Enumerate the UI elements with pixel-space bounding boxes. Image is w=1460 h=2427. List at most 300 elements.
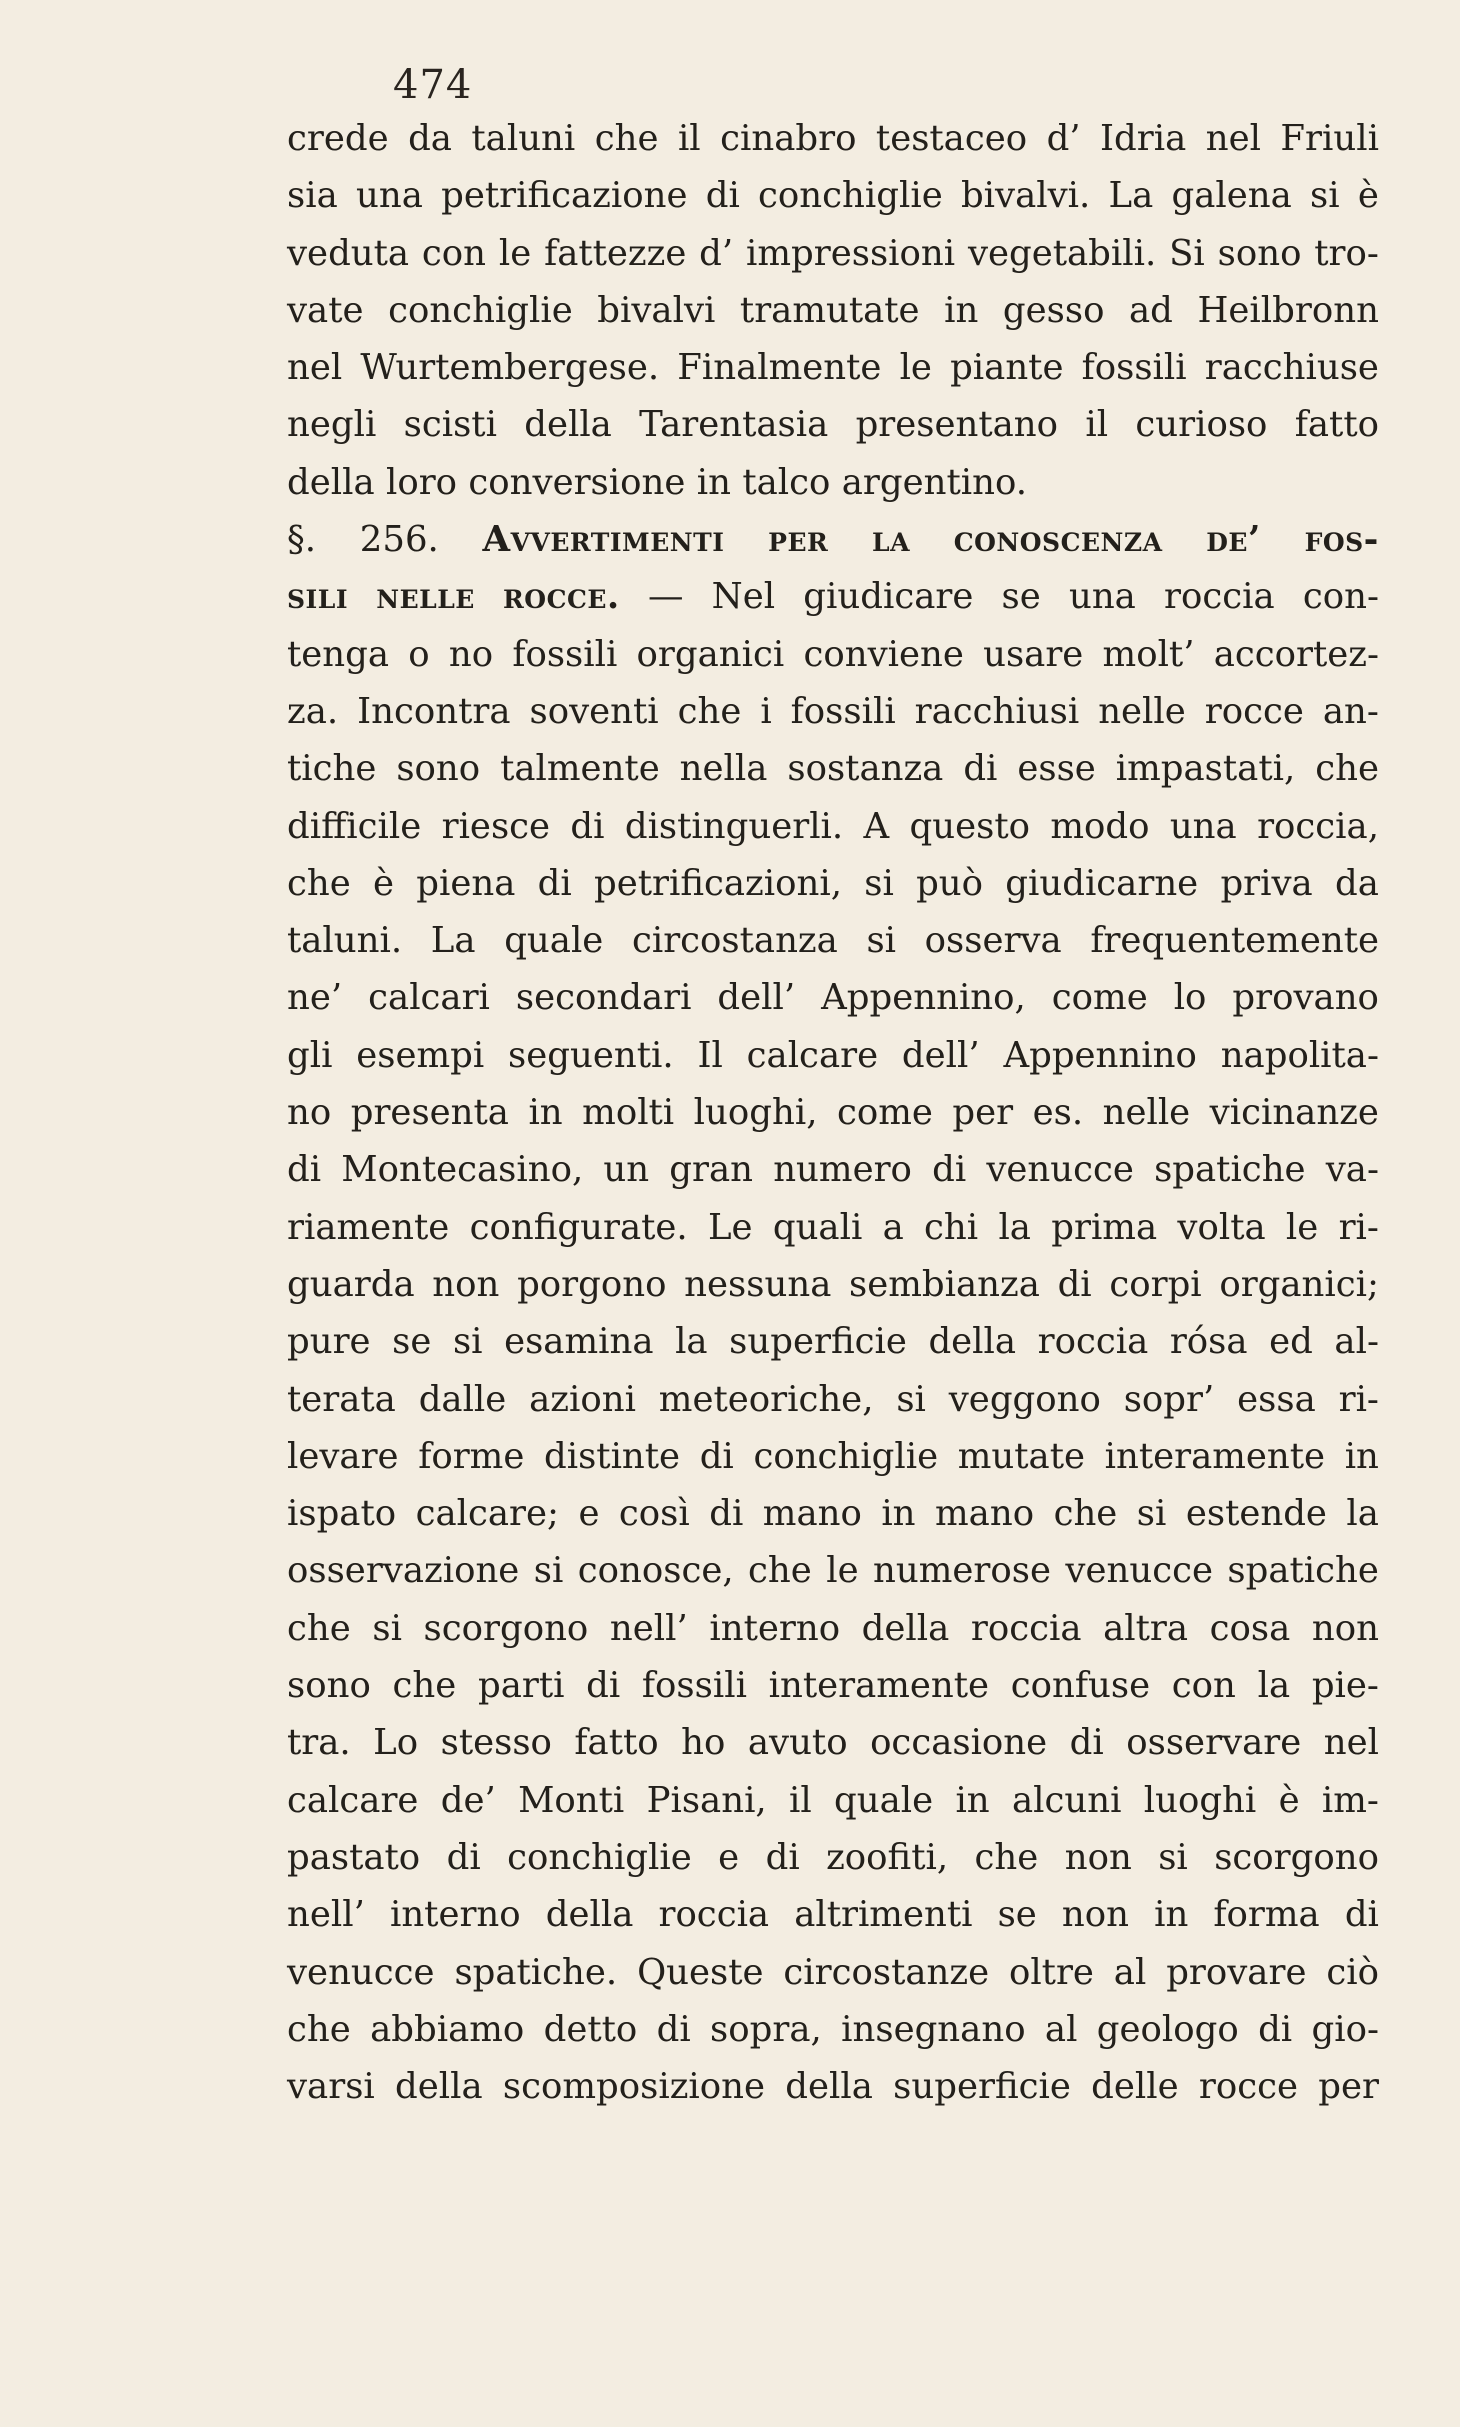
word: nel bbox=[287, 347, 343, 389]
word: in bbox=[955, 1779, 990, 1821]
word: mutate bbox=[957, 1435, 1085, 1477]
word: come bbox=[1051, 977, 1148, 1019]
word: conchiglie bbox=[507, 1836, 692, 1878]
word: Il bbox=[697, 1034, 723, 1076]
word: spatiche bbox=[1154, 1149, 1306, 1191]
word: fossili bbox=[1081, 347, 1187, 389]
word: in bbox=[1344, 1435, 1379, 1477]
text-line bbox=[287, 1027, 1379, 1084]
word: si bbox=[866, 920, 897, 962]
word: nell’ bbox=[609, 1607, 688, 1649]
text-line bbox=[287, 1886, 1379, 1943]
text-line bbox=[287, 568, 1379, 625]
word: ri- bbox=[1338, 1206, 1379, 1248]
word: pastato bbox=[287, 1836, 421, 1878]
word: Si bbox=[1169, 232, 1205, 274]
word: essa bbox=[1237, 1378, 1316, 1420]
word: priva bbox=[1220, 862, 1313, 904]
text-line bbox=[287, 225, 1379, 282]
word: sono bbox=[396, 748, 481, 790]
word: il bbox=[789, 1779, 812, 1821]
word: Lo bbox=[373, 1722, 419, 1764]
word: corpi bbox=[1109, 1263, 1202, 1305]
word: im- bbox=[1321, 1779, 1379, 1821]
word: distinte bbox=[544, 1435, 681, 1477]
word: gran bbox=[669, 1149, 754, 1191]
word: negli bbox=[287, 404, 377, 446]
word: una bbox=[355, 175, 423, 217]
word: forme bbox=[418, 1435, 525, 1477]
word: veduta bbox=[287, 232, 410, 274]
word: in bbox=[881, 1493, 916, 1535]
section-heading-word: la bbox=[872, 519, 910, 561]
word: di bbox=[1258, 2008, 1293, 2050]
text-line bbox=[287, 167, 1379, 224]
word: taluni. bbox=[287, 920, 403, 962]
word: può bbox=[916, 862, 984, 904]
word: detto bbox=[543, 2008, 638, 2050]
word: sono bbox=[287, 1665, 371, 1707]
word: le bbox=[498, 232, 532, 274]
word: volta bbox=[1177, 1206, 1266, 1248]
word: quale bbox=[834, 1779, 934, 1821]
word: no bbox=[448, 633, 494, 675]
text-line bbox=[287, 1084, 1379, 1141]
word: di bbox=[709, 1493, 744, 1535]
word: di bbox=[656, 2008, 691, 2050]
word: A bbox=[863, 805, 890, 847]
word: al- bbox=[1334, 1321, 1379, 1363]
section-heading-word: rocce. bbox=[503, 576, 620, 618]
word: napolita- bbox=[1220, 1034, 1379, 1076]
word: non bbox=[1064, 1836, 1132, 1878]
word: da bbox=[408, 118, 452, 159]
word: venucce bbox=[287, 1951, 435, 1993]
word: fattezze bbox=[544, 232, 687, 274]
word: geologo bbox=[1096, 2008, 1239, 2050]
word: non bbox=[432, 1263, 500, 1305]
word: calcare; bbox=[415, 1493, 559, 1535]
word: crede bbox=[287, 118, 389, 159]
text-line bbox=[287, 1944, 1379, 2001]
word: levare bbox=[287, 1435, 399, 1477]
text-line bbox=[287, 396, 1379, 453]
word: fossili bbox=[512, 633, 618, 675]
word: 256. bbox=[359, 519, 439, 561]
word: della bbox=[861, 1607, 950, 1649]
word: Friuli bbox=[1280, 118, 1379, 159]
text-line bbox=[287, 1829, 1379, 1886]
word: è bbox=[373, 862, 395, 904]
word: za. bbox=[287, 690, 339, 732]
word: presenta bbox=[350, 1092, 509, 1134]
word: alcuni bbox=[1011, 1779, 1122, 1821]
word: si bbox=[1158, 1836, 1188, 1878]
text-line bbox=[287, 1256, 1379, 1313]
word: oltre bbox=[1008, 1951, 1094, 1993]
word: impastati, bbox=[1115, 748, 1296, 790]
word: d’ bbox=[699, 232, 734, 274]
word: sopr’ bbox=[1123, 1378, 1215, 1420]
word: roccia bbox=[1164, 576, 1275, 618]
section-heading-word: nelle bbox=[376, 576, 475, 618]
word: bivalvi. bbox=[960, 175, 1091, 217]
word: piena bbox=[416, 862, 516, 904]
word: tiche bbox=[287, 748, 377, 790]
word: — bbox=[647, 576, 684, 618]
word: gli bbox=[287, 1034, 333, 1076]
word: frequentemente bbox=[1090, 920, 1379, 962]
word: interamente bbox=[1104, 1435, 1326, 1477]
word: se bbox=[1001, 576, 1041, 618]
word: soventi bbox=[529, 690, 659, 732]
word: e bbox=[578, 1493, 600, 1535]
word: impressioni bbox=[746, 232, 956, 274]
word: se bbox=[392, 1321, 432, 1363]
word: conchiglie bbox=[758, 175, 943, 217]
word: sembianza bbox=[849, 1263, 1040, 1305]
word: estende bbox=[1185, 1493, 1327, 1535]
word: forma bbox=[1213, 1894, 1320, 1936]
word: una bbox=[1068, 576, 1136, 618]
word: usare bbox=[983, 633, 1084, 675]
word: fatto bbox=[574, 1722, 659, 1764]
word: Tarentasia bbox=[639, 404, 829, 446]
word: piante bbox=[950, 347, 1064, 389]
word: quali bbox=[772, 1206, 863, 1248]
word: fossili bbox=[790, 690, 896, 732]
section-heading-word: per bbox=[768, 519, 829, 561]
word: no bbox=[287, 1092, 332, 1134]
word: si bbox=[1136, 1493, 1167, 1535]
word: Incontra bbox=[357, 690, 511, 732]
word: bivalvi bbox=[597, 289, 716, 331]
word: la bbox=[998, 1206, 1031, 1248]
word: La bbox=[430, 920, 476, 962]
word: roccia bbox=[658, 1894, 770, 1936]
word: tra. bbox=[287, 1722, 351, 1764]
word: spatiche bbox=[1227, 1550, 1379, 1592]
word: configurate. bbox=[469, 1206, 688, 1248]
word: che bbox=[677, 690, 742, 732]
word: di bbox=[570, 805, 605, 847]
word: osservare bbox=[1126, 1722, 1302, 1764]
word: ri- bbox=[1338, 1378, 1379, 1420]
word: sopra, bbox=[710, 2008, 822, 2050]
word: numerose bbox=[873, 1550, 1051, 1592]
word: di bbox=[699, 1435, 734, 1477]
word: così bbox=[618, 1493, 690, 1535]
word: rocce bbox=[1204, 690, 1304, 732]
word: nella bbox=[679, 748, 768, 790]
word: varsi bbox=[287, 2066, 375, 2108]
word: tramutate bbox=[739, 289, 920, 331]
word: delle bbox=[1091, 2066, 1179, 2108]
word: vicinanze bbox=[1209, 1092, 1379, 1134]
word: va- bbox=[1325, 1149, 1379, 1191]
word: calcari bbox=[368, 977, 490, 1019]
word: rocce bbox=[1198, 2066, 1298, 2108]
word: prima bbox=[1051, 1206, 1158, 1248]
word: le bbox=[899, 347, 932, 389]
word: scomposizione bbox=[502, 2066, 766, 2108]
word: la bbox=[1257, 1665, 1291, 1707]
word: scorgono bbox=[1214, 1836, 1379, 1878]
word: Appennino bbox=[1003, 1034, 1197, 1076]
word: mano bbox=[762, 1493, 862, 1535]
word: da bbox=[1334, 862, 1379, 904]
word: della bbox=[524, 404, 612, 446]
text-line bbox=[287, 1542, 1379, 1599]
word: dell’ bbox=[901, 1034, 980, 1076]
word: si bbox=[452, 1321, 483, 1363]
word: distinguerli. bbox=[624, 805, 844, 847]
word: Queste bbox=[637, 1951, 764, 1993]
word: è bbox=[1278, 1779, 1300, 1821]
word: si bbox=[896, 1378, 926, 1420]
text-line bbox=[287, 2058, 1379, 2115]
word: Le bbox=[707, 1206, 753, 1248]
word: abbiamo bbox=[370, 2008, 525, 2050]
word: dell’ bbox=[717, 977, 796, 1019]
word: nelle bbox=[1098, 690, 1186, 732]
word: racchiusi bbox=[914, 690, 1080, 732]
text-line bbox=[287, 511, 1379, 568]
word: nell’ bbox=[287, 1894, 365, 1936]
word: che bbox=[392, 1665, 457, 1707]
word: ciò bbox=[1326, 1951, 1379, 1993]
word: della bbox=[395, 2066, 483, 2108]
word: conosce, bbox=[577, 1550, 734, 1592]
word: per bbox=[1318, 2066, 1379, 2108]
word: difficile bbox=[287, 805, 422, 847]
word: nessuna bbox=[684, 1263, 832, 1305]
word: circostanza bbox=[631, 920, 838, 962]
text-line bbox=[287, 1141, 1379, 1198]
text-line bbox=[287, 1714, 1379, 1771]
word: con bbox=[421, 232, 487, 274]
word: secondari bbox=[515, 977, 692, 1019]
word: ad bbox=[1129, 289, 1173, 331]
word: un bbox=[603, 1149, 650, 1191]
text-line bbox=[287, 1657, 1379, 1714]
word: cinabro bbox=[720, 118, 857, 159]
body-text bbox=[287, 110, 1379, 2115]
word: taluni bbox=[471, 118, 576, 159]
word: una bbox=[1169, 805, 1237, 847]
word: conchiglie bbox=[753, 1435, 939, 1477]
word: presentano bbox=[855, 404, 1059, 446]
word: è bbox=[1357, 175, 1379, 217]
word: lo bbox=[1173, 977, 1207, 1019]
text-line bbox=[287, 110, 1379, 167]
word: e bbox=[718, 1836, 740, 1878]
word: di bbox=[537, 862, 572, 904]
text-line bbox=[287, 339, 1379, 396]
word: che bbox=[594, 118, 659, 159]
word: quale bbox=[504, 920, 604, 962]
word: spatiche. bbox=[454, 1951, 618, 1993]
word: loro bbox=[385, 461, 458, 503]
word: in bbox=[1154, 1894, 1189, 1936]
word: che bbox=[748, 1550, 812, 1592]
section-heading-word: sili bbox=[287, 576, 349, 618]
text-line bbox=[287, 1485, 1379, 1542]
word: ne’ bbox=[287, 977, 343, 1019]
word: testaceo bbox=[875, 118, 1028, 159]
word: conversione bbox=[468, 461, 686, 503]
word: di bbox=[287, 1149, 322, 1191]
word: che bbox=[974, 1836, 1039, 1878]
word: di bbox=[963, 748, 998, 790]
word: interno bbox=[389, 1894, 521, 1936]
word: avuto bbox=[747, 1722, 848, 1764]
word: osservazione bbox=[287, 1550, 520, 1592]
word: azioni bbox=[529, 1378, 636, 1420]
word: venucce bbox=[1065, 1550, 1213, 1592]
word: calcare bbox=[287, 1779, 419, 1821]
word: di bbox=[1057, 1263, 1092, 1305]
text-line bbox=[287, 282, 1379, 339]
word: accortez- bbox=[1213, 633, 1379, 675]
word: provare bbox=[1166, 1951, 1307, 1993]
word: esamina bbox=[504, 1321, 654, 1363]
text-line bbox=[287, 2001, 1379, 2058]
word: di bbox=[705, 175, 740, 217]
word: an- bbox=[1322, 690, 1379, 732]
word: Finalmente bbox=[677, 347, 882, 389]
word: circostanze bbox=[783, 1951, 990, 1993]
word: in bbox=[528, 1092, 563, 1134]
word: luoghi, bbox=[693, 1092, 818, 1134]
word: della bbox=[287, 461, 375, 503]
word: come bbox=[836, 1092, 933, 1134]
word: meteoriche, bbox=[658, 1378, 874, 1420]
word: es. bbox=[1032, 1092, 1084, 1134]
word: con bbox=[1171, 1665, 1236, 1707]
word: venucce bbox=[986, 1149, 1134, 1191]
page-number: 474 bbox=[393, 62, 473, 108]
word: di bbox=[1344, 1894, 1379, 1936]
word: scisti bbox=[403, 404, 497, 446]
word: Idria bbox=[1100, 118, 1187, 159]
word: giudicarne bbox=[1005, 862, 1199, 904]
text-line bbox=[287, 626, 1379, 683]
word: d’ bbox=[1046, 118, 1081, 159]
word: di bbox=[765, 1836, 800, 1878]
word: riamente bbox=[287, 1206, 450, 1248]
word: La bbox=[1108, 175, 1154, 217]
word: seguenti. bbox=[508, 1034, 674, 1076]
text-line bbox=[287, 912, 1379, 969]
word: gio- bbox=[1311, 2008, 1379, 2050]
text-line bbox=[287, 1199, 1379, 1256]
word: riesce bbox=[441, 805, 551, 847]
word: la bbox=[1346, 1493, 1379, 1535]
word: interamente bbox=[768, 1665, 990, 1707]
word: cosa bbox=[1209, 1607, 1291, 1649]
word: al bbox=[1113, 1951, 1147, 1993]
word: i bbox=[760, 690, 772, 732]
word: le bbox=[1285, 1206, 1319, 1248]
word: che bbox=[287, 862, 351, 904]
word: di bbox=[586, 1665, 621, 1707]
word: occasione bbox=[870, 1722, 1048, 1764]
word: superficie bbox=[893, 2066, 1071, 2108]
word: giudicare bbox=[803, 576, 974, 618]
word: gesso bbox=[1002, 289, 1105, 331]
word: Pisani, bbox=[646, 1779, 767, 1821]
word: esempi bbox=[356, 1034, 485, 1076]
word: sostanza bbox=[787, 748, 944, 790]
word: ispato bbox=[287, 1493, 397, 1535]
word: molti bbox=[582, 1092, 675, 1134]
section-heading-word: de’ bbox=[1206, 519, 1261, 561]
word: roccia bbox=[970, 1607, 1082, 1649]
word: con- bbox=[1302, 576, 1379, 618]
text-line bbox=[287, 798, 1379, 855]
word: che bbox=[1053, 1493, 1118, 1535]
word: luoghi bbox=[1143, 1779, 1257, 1821]
word: zoofiti, bbox=[826, 1836, 949, 1878]
word: nelle bbox=[1102, 1092, 1191, 1134]
word: per bbox=[952, 1092, 1014, 1134]
word: talco bbox=[742, 461, 831, 503]
word: numero bbox=[773, 1149, 912, 1191]
word: fossili bbox=[641, 1665, 747, 1707]
text-line bbox=[287, 454, 1379, 511]
word: tenga bbox=[287, 633, 390, 675]
word: argentino. bbox=[841, 461, 1027, 503]
word: sono bbox=[1217, 232, 1302, 274]
word: Appennino, bbox=[821, 977, 1026, 1019]
text-line bbox=[287, 1600, 1379, 1657]
word: si bbox=[372, 1607, 402, 1649]
word: di bbox=[1069, 1722, 1104, 1764]
word: della bbox=[928, 1321, 1017, 1363]
word: chi bbox=[924, 1206, 979, 1248]
text-line bbox=[287, 683, 1379, 740]
word: stesso bbox=[440, 1722, 552, 1764]
word: a bbox=[882, 1206, 904, 1248]
word: di bbox=[446, 1836, 481, 1878]
word: §. bbox=[287, 519, 317, 561]
word: petrificazione bbox=[441, 175, 688, 217]
word: al bbox=[1044, 2008, 1078, 2050]
word: de’ bbox=[440, 1779, 496, 1821]
text-line bbox=[287, 969, 1379, 1026]
word: scorgono bbox=[423, 1607, 589, 1649]
word: pie- bbox=[1311, 1665, 1379, 1707]
word: interno bbox=[709, 1607, 841, 1649]
word: mano bbox=[935, 1493, 1035, 1535]
word: organici; bbox=[1219, 1263, 1379, 1305]
word: le bbox=[826, 1550, 859, 1592]
word: Monti bbox=[518, 1779, 625, 1821]
text-line bbox=[287, 1428, 1379, 1485]
word: ho bbox=[681, 1722, 726, 1764]
section-heading-word: conoscenza bbox=[953, 519, 1163, 561]
word: che bbox=[1315, 748, 1379, 790]
word: Nel bbox=[711, 576, 776, 618]
word: la bbox=[675, 1321, 708, 1363]
word: roccia bbox=[1037, 1321, 1149, 1363]
word: insegnano bbox=[841, 2008, 1026, 2050]
word: osserva bbox=[924, 920, 1062, 962]
word: il bbox=[677, 118, 701, 159]
word: fatto bbox=[1294, 404, 1379, 446]
word: in bbox=[944, 289, 979, 331]
